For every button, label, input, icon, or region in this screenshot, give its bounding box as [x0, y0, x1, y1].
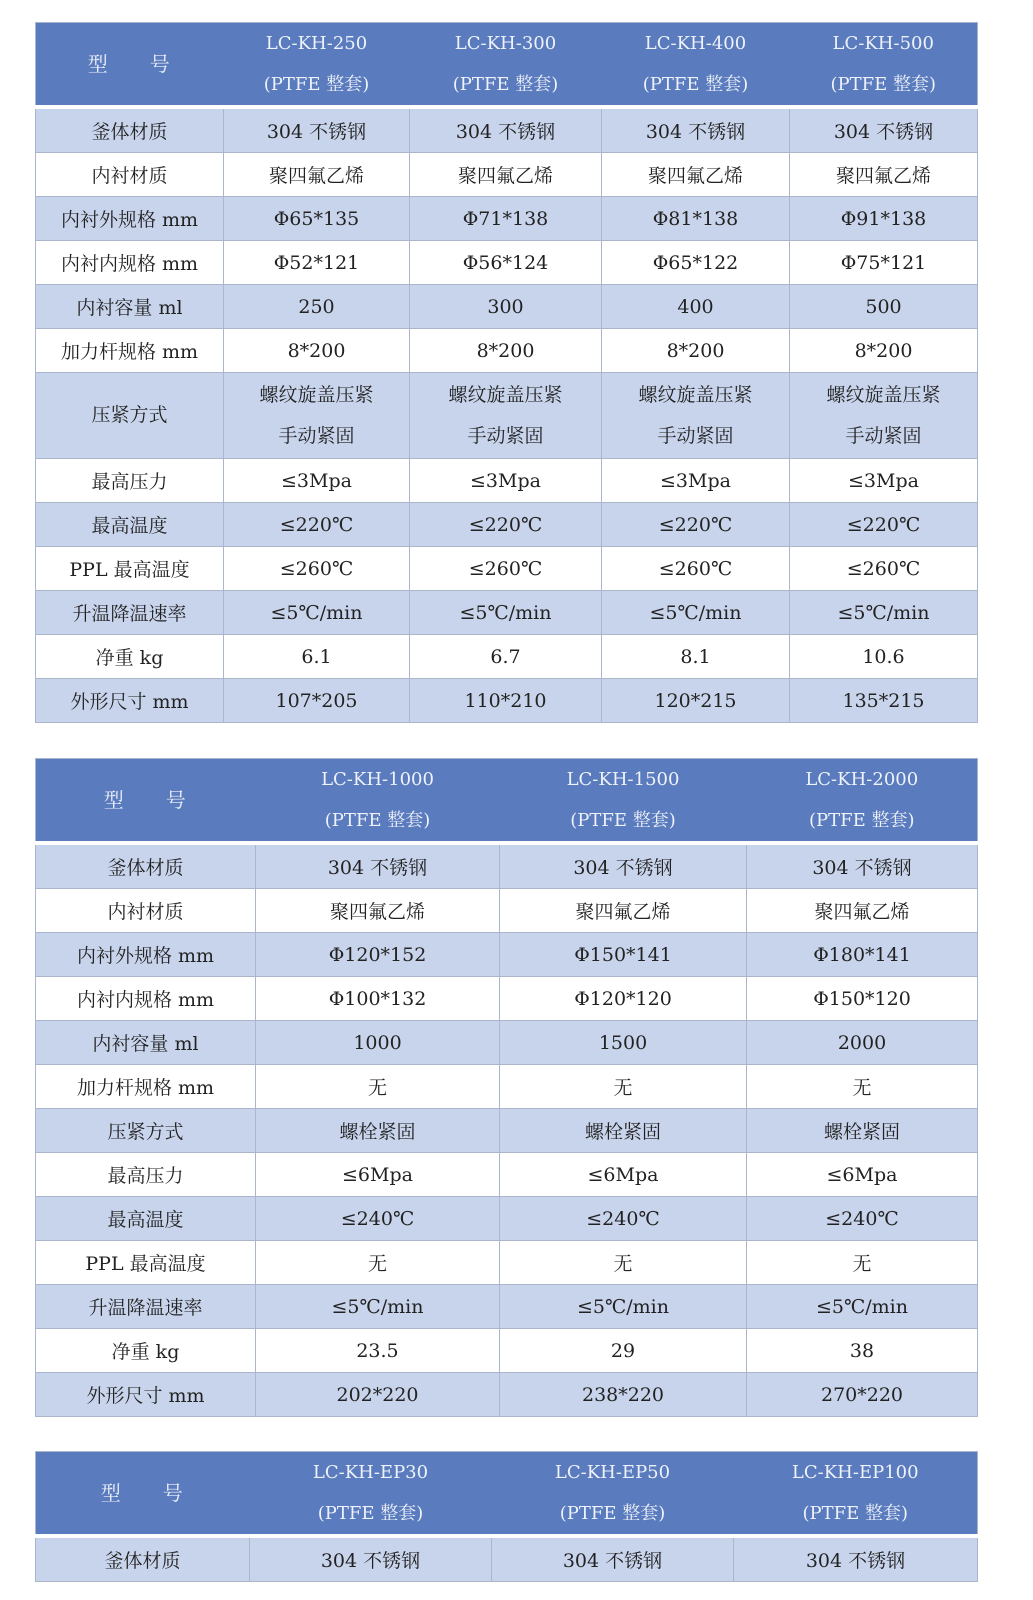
table-header-row: [36, 1452, 978, 1537]
table-cell: 聚四氟乙烯: [602, 153, 790, 197]
table-cell: Φ65*135: [224, 197, 410, 241]
table-row: [36, 241, 978, 285]
table-row: [36, 933, 978, 977]
table-header-row: [36, 759, 978, 844]
table-cell: 110*210: [410, 679, 602, 723]
table-cell: Φ150*141: [500, 933, 747, 977]
table-cell: ≤5℃/min: [790, 591, 978, 635]
table-cell: ≤5℃/min: [410, 591, 602, 635]
table-cell: 无: [256, 1065, 500, 1109]
table-cell: 8*200: [410, 329, 602, 373]
table-cell: ≤5℃/min: [256, 1285, 500, 1329]
table-cell: 1500: [500, 1021, 747, 1065]
table-cell: Φ65*122: [602, 241, 790, 285]
row-label: 最高温度: [36, 1197, 256, 1241]
table-cell: 螺栓紧固: [500, 1109, 747, 1153]
row-label: 釜体材质: [36, 107, 224, 153]
table-row: [36, 843, 978, 889]
table-cell: Φ81*138: [602, 197, 790, 241]
model-header-cell: LC-KH-EP30 (PTFE 整套): [250, 1452, 492, 1537]
row-label: 内衬容量 ml: [36, 1021, 256, 1065]
table-cell: Φ91*138: [790, 197, 978, 241]
table-cell: 聚四氟乙烯: [224, 153, 410, 197]
table-row: [36, 1329, 978, 1373]
table-cell: Φ100*132: [256, 977, 500, 1021]
table-cell: 38: [747, 1329, 978, 1373]
row-label: 升温降温速率: [36, 591, 224, 635]
table-cell: 500: [790, 285, 978, 329]
table-cell: 202*220: [256, 1373, 500, 1417]
table-cell: 23.5: [256, 1329, 500, 1373]
table-cell: 304 不锈钢: [250, 1536, 492, 1582]
table-cell: 8*200: [790, 329, 978, 373]
table-row: [36, 107, 978, 153]
table-cell: ≤260℃: [790, 547, 978, 591]
table-cell: ≤220℃: [790, 503, 978, 547]
table-row: [36, 373, 978, 459]
row-label: 最高温度: [36, 503, 224, 547]
table-cell: 304 不锈钢: [500, 843, 747, 889]
table-cell: 304 不锈钢: [410, 107, 602, 153]
table-row: [36, 1536, 978, 1582]
model-header-cell: LC-KH-EP100 (PTFE 整套): [734, 1452, 978, 1537]
table-cell: 8.1: [602, 635, 790, 679]
table-cell: 107*205: [224, 679, 410, 723]
row-label: 外形尺寸 mm: [36, 679, 224, 723]
table-cell: ≤5℃/min: [224, 591, 410, 635]
row-label: 净重 kg: [36, 1329, 256, 1373]
table-cell: ≤6Mpa: [747, 1153, 978, 1197]
table-cell: 400: [602, 285, 790, 329]
row-label: 内衬内规格 mm: [36, 977, 256, 1021]
model-header-cell: LC-KH-500 (PTFE 整套): [790, 23, 978, 108]
table-cell: 无: [500, 1241, 747, 1285]
row-label: 内衬内规格 mm: [36, 241, 224, 285]
table-row: [36, 547, 978, 591]
table-header-row: [36, 23, 978, 108]
table-cell: Φ180*141: [747, 933, 978, 977]
table-row: [36, 635, 978, 679]
table-row: [36, 1153, 978, 1197]
table-cell: ≤5℃/min: [747, 1285, 978, 1329]
table-cell: Φ52*121: [224, 241, 410, 285]
spec-table-2: [35, 758, 978, 1417]
model-header-cell: LC-KH-1500 (PTFE 整套): [500, 759, 747, 844]
table-cell: 29: [500, 1329, 747, 1373]
model-header-cell: LC-KH-2000 (PTFE 整套): [747, 759, 978, 844]
table-row: [36, 1109, 978, 1153]
table-cell: Φ56*124: [410, 241, 602, 285]
table-row: [36, 1021, 978, 1065]
table-cell: 螺纹旋盖压紧 手动紧固: [224, 373, 410, 459]
table-cell: 螺纹旋盖压紧 手动紧固: [410, 373, 602, 459]
model-header-cell: LC-KH-EP50 (PTFE 整套): [492, 1452, 734, 1537]
table-cell: ≤5℃/min: [500, 1285, 747, 1329]
table-cell: 聚四氟乙烯: [410, 153, 602, 197]
table-row: [36, 459, 978, 503]
table-row: [36, 889, 978, 933]
model-header-label: 型 号: [36, 23, 224, 108]
table-cell: 120*215: [602, 679, 790, 723]
row-label: 压紧方式: [36, 1109, 256, 1153]
table-cell: 无: [747, 1241, 978, 1285]
table-cell: ≤260℃: [410, 547, 602, 591]
table-cell: 聚四氟乙烯: [790, 153, 978, 197]
table-cell: Φ150*120: [747, 977, 978, 1021]
table-cell: ≤240℃: [256, 1197, 500, 1241]
model-header-cell: LC-KH-1000 (PTFE 整套): [256, 759, 500, 844]
table-cell: ≤6Mpa: [500, 1153, 747, 1197]
row-label: 压紧方式: [36, 373, 224, 459]
table-cell: 304 不锈钢: [256, 843, 500, 889]
table-cell: 238*220: [500, 1373, 747, 1417]
table-cell: 300: [410, 285, 602, 329]
table-row: [36, 329, 978, 373]
table-cell: 螺纹旋盖压紧 手动紧固: [602, 373, 790, 459]
table-row: [36, 285, 978, 329]
table-cell: ≤220℃: [224, 503, 410, 547]
row-label: 内衬材质: [36, 153, 224, 197]
table-row: [36, 977, 978, 1021]
table-cell: 螺栓紧固: [747, 1109, 978, 1153]
table-cell: 8*200: [224, 329, 410, 373]
table-cell: 304 不锈钢: [224, 107, 410, 153]
row-label: 釜体材质: [36, 843, 256, 889]
model-header-cell: LC-KH-300 (PTFE 整套): [410, 23, 602, 108]
table-cell: 6.7: [410, 635, 602, 679]
table-cell: ≤260℃: [224, 547, 410, 591]
table-cell: ≤3Mpa: [410, 459, 602, 503]
table-cell: ≤3Mpa: [790, 459, 978, 503]
table-cell: 270*220: [747, 1373, 978, 1417]
table-cell: 聚四氟乙烯: [747, 889, 978, 933]
model-header-cell: LC-KH-250 (PTFE 整套): [224, 23, 410, 108]
table-cell: 250: [224, 285, 410, 329]
table-cell: ≤220℃: [602, 503, 790, 547]
table-cell: ≤240℃: [500, 1197, 747, 1241]
table-cell: 10.6: [790, 635, 978, 679]
table-row: [36, 153, 978, 197]
row-label: 内衬容量 ml: [36, 285, 224, 329]
table-cell: 1000: [256, 1021, 500, 1065]
table-cell: 螺纹旋盖压紧 手动紧固: [790, 373, 978, 459]
table-cell: 聚四氟乙烯: [500, 889, 747, 933]
table-cell: Φ71*138: [410, 197, 602, 241]
table-row: [36, 1065, 978, 1109]
row-label: 净重 kg: [36, 635, 224, 679]
spec-table-3: [35, 1451, 978, 1582]
table-cell: 304 不锈钢: [790, 107, 978, 153]
table-cell: ≤3Mpa: [602, 459, 790, 503]
table-cell: 135*215: [790, 679, 978, 723]
row-label: 升温降温速率: [36, 1285, 256, 1329]
table-cell: 304 不锈钢: [492, 1536, 734, 1582]
table-row: [36, 1241, 978, 1285]
spec-table-1: [35, 22, 978, 723]
table-cell: ≤260℃: [602, 547, 790, 591]
row-label: 最高压力: [36, 459, 224, 503]
table-cell: 无: [256, 1241, 500, 1285]
table-row: [36, 197, 978, 241]
table-row: [36, 503, 978, 547]
table-row: [36, 679, 978, 723]
row-label: 外形尺寸 mm: [36, 1373, 256, 1417]
table-cell: ≤3Mpa: [224, 459, 410, 503]
row-label: 加力杆规格 mm: [36, 329, 224, 373]
table-cell: 304 不锈钢: [602, 107, 790, 153]
row-label: PPL 最高温度: [36, 1241, 256, 1285]
table-cell: 304 不锈钢: [747, 843, 978, 889]
table-row: [36, 1285, 978, 1329]
table-cell: 聚四氟乙烯: [256, 889, 500, 933]
row-label: 内衬材质: [36, 889, 256, 933]
row-label: PPL 最高温度: [36, 547, 224, 591]
row-label: 最高压力: [36, 1153, 256, 1197]
model-header-label: 型 号: [36, 1452, 250, 1537]
table-cell: ≤240℃: [747, 1197, 978, 1241]
row-label: 加力杆规格 mm: [36, 1065, 256, 1109]
table-cell: 螺栓紧固: [256, 1109, 500, 1153]
table-cell: 无: [747, 1065, 978, 1109]
table-cell: 无: [500, 1065, 747, 1109]
table-cell: Φ120*120: [500, 977, 747, 1021]
row-label: 内衬外规格 mm: [36, 197, 224, 241]
table-cell: 6.1: [224, 635, 410, 679]
table-row: [36, 1373, 978, 1417]
table-cell: ≤5℃/min: [602, 591, 790, 635]
table-cell: 8*200: [602, 329, 790, 373]
table-cell: Φ75*121: [790, 241, 978, 285]
table-cell: 2000: [747, 1021, 978, 1065]
table-cell: 304 不锈钢: [734, 1536, 978, 1582]
table-row: [36, 1197, 978, 1241]
table-cell: ≤220℃: [410, 503, 602, 547]
table-cell: ≤6Mpa: [256, 1153, 500, 1197]
table-cell: Φ120*152: [256, 933, 500, 977]
model-header-cell: LC-KH-400 (PTFE 整套): [602, 23, 790, 108]
row-label: 内衬外规格 mm: [36, 933, 256, 977]
row-label: 釜体材质: [36, 1536, 250, 1582]
model-header-label: 型 号: [36, 759, 256, 844]
table-row: [36, 591, 978, 635]
